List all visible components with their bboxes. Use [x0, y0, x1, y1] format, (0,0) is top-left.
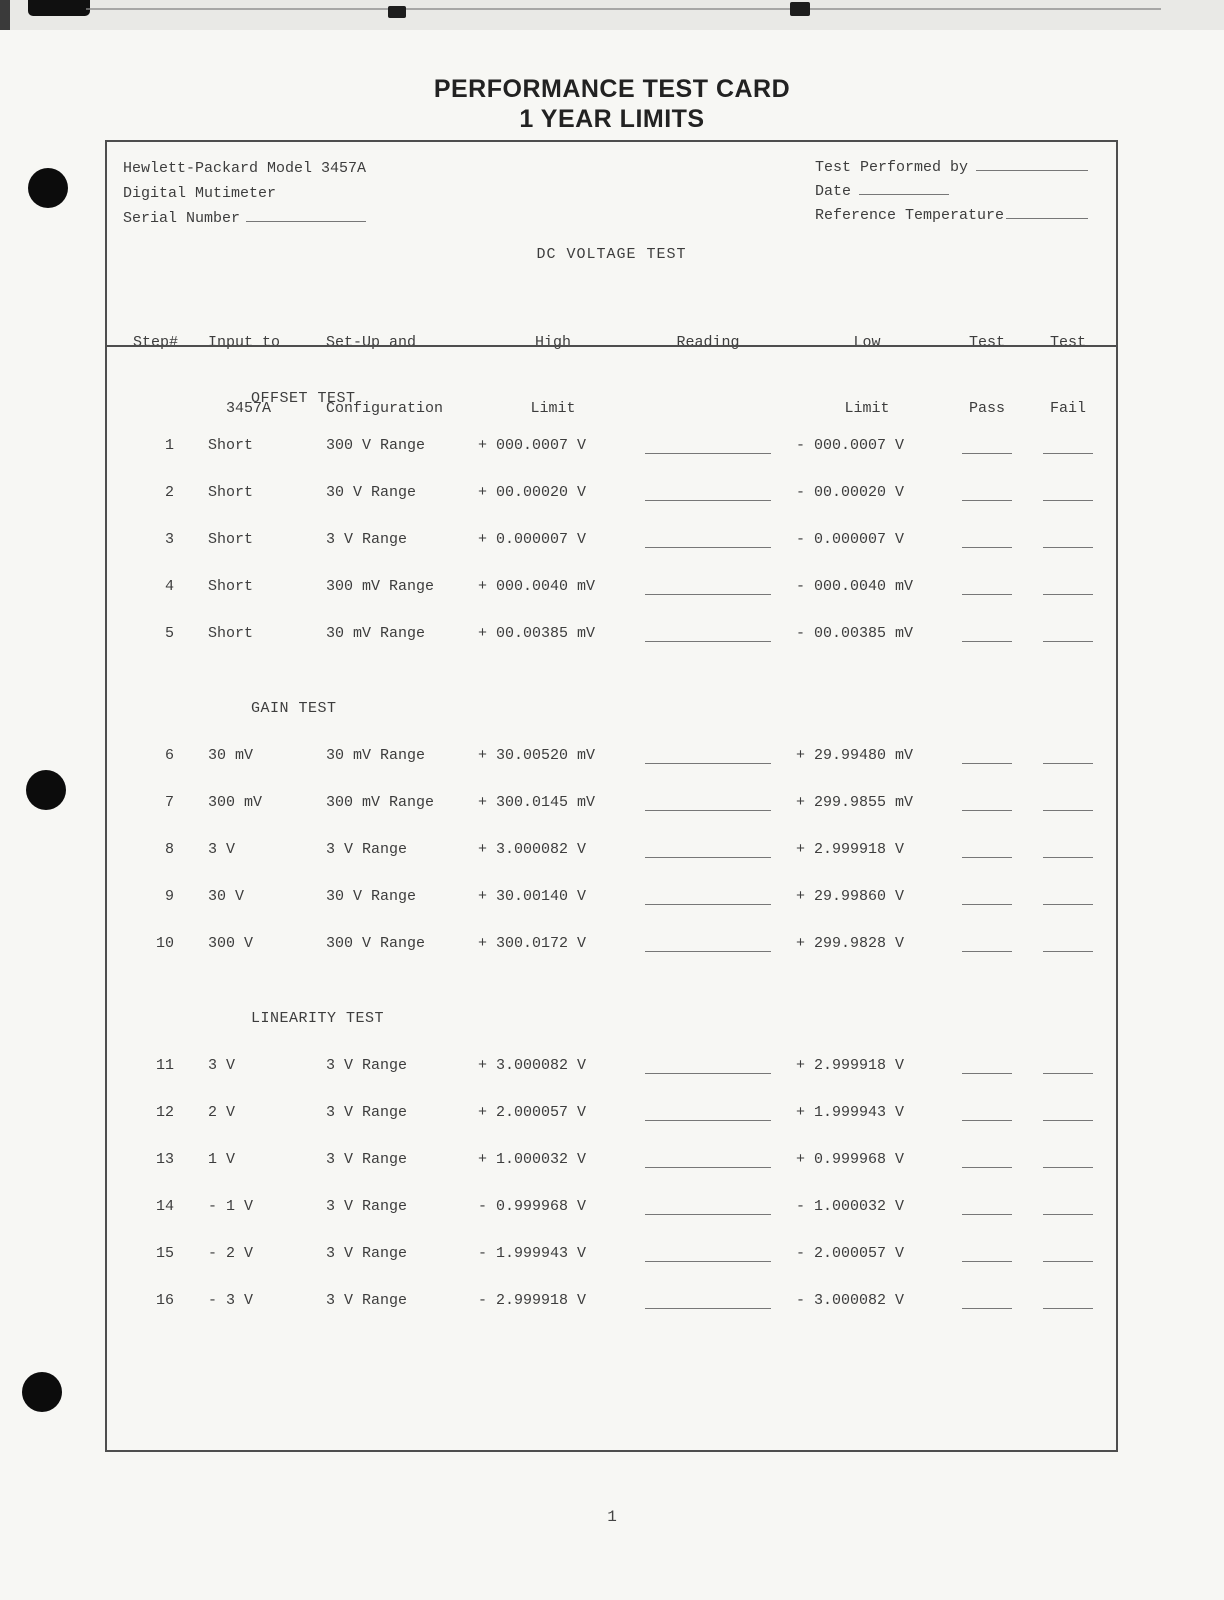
row-setup: 3 V Range	[326, 1104, 408, 1121]
row-input: Short	[208, 625, 254, 642]
row-step: 1	[164, 437, 174, 454]
row-step: 2	[164, 484, 174, 501]
scan-corner-mark	[0, 0, 10, 30]
row-step: 16	[155, 1292, 174, 1309]
row-input: 300 mV	[208, 794, 263, 811]
date-line	[815, 180, 1088, 204]
page-number: 1	[607, 1508, 617, 1526]
row-setup: 300 mV Range	[326, 794, 435, 811]
col-header-step: Step#	[133, 334, 179, 351]
row-input: Short	[208, 531, 254, 548]
row-low: + 29.99480 mV	[796, 747, 914, 764]
row-low: + 0.999968 V	[796, 1151, 905, 1168]
pass-blank	[962, 1292, 1012, 1309]
section-row	[107, 995, 1116, 1042]
table-row	[107, 732, 1116, 779]
table-row	[107, 826, 1116, 873]
row-input: 300 V	[208, 935, 254, 952]
fail-blank	[1043, 1245, 1093, 1262]
serial-number-line	[123, 206, 366, 231]
row-high: + 2.000057 V	[478, 1104, 587, 1121]
section-row	[107, 685, 1116, 732]
reading-blank	[645, 578, 771, 595]
test-admin-info	[815, 156, 1088, 228]
table-row	[107, 563, 1116, 610]
row-input: 30 mV	[208, 747, 254, 764]
row-input: 3 V	[208, 1057, 236, 1074]
row-high: - 2.999918 V	[478, 1292, 587, 1309]
row-input: Short	[208, 437, 254, 454]
row-input: 30 V	[208, 888, 245, 905]
row-setup: 30 V Range	[326, 888, 417, 905]
row-input: 3 V	[208, 841, 236, 858]
row-step: 9	[164, 888, 174, 905]
fail-blank	[1043, 437, 1093, 454]
row-low: - 3.000082 V	[796, 1292, 905, 1309]
title-line-2: 1 YEAR LIMITS	[519, 105, 705, 133]
section-row	[107, 375, 1116, 422]
performed-by-line	[815, 156, 1088, 180]
table-row	[107, 1042, 1116, 1089]
reading-blank	[645, 625, 771, 642]
row-input: - 1 V	[208, 1198, 254, 1215]
row-low: - 0.000007 V	[796, 531, 905, 548]
table-row	[107, 422, 1116, 469]
row-setup: 3 V Range	[326, 1151, 408, 1168]
fail-blank	[1043, 747, 1093, 764]
pass-blank	[962, 1151, 1012, 1168]
row-high: + 300.0145 mV	[478, 794, 596, 811]
row-setup: 300 V Range	[326, 437, 426, 454]
table-row	[107, 1277, 1116, 1324]
title-line-1: PERFORMANCE TEST CARD	[433, 75, 791, 103]
table-row	[107, 1089, 1116, 1136]
row-setup: 30 mV Range	[326, 747, 426, 764]
hole-punch	[28, 168, 68, 208]
table-row	[107, 779, 1116, 826]
ref-temp-label: Reference Temperature	[815, 207, 1005, 224]
row-setup: 30 mV Range	[326, 625, 426, 642]
row-low: + 2.999918 V	[796, 841, 905, 858]
row-high: + 30.00520 mV	[478, 747, 596, 764]
col-header-high: High Limit	[530, 334, 576, 417]
section-title: OFFSET TEST	[251, 390, 356, 407]
reading-blank	[645, 935, 771, 952]
pass-blank	[962, 841, 1012, 858]
row-step: 11	[155, 1057, 174, 1074]
device-type: Digital Mutimeter	[123, 185, 277, 202]
row-high: + 3.000082 V	[478, 841, 587, 858]
fail-blank	[1043, 888, 1093, 905]
table-row	[107, 1230, 1116, 1277]
performed-by-blank	[976, 156, 1088, 171]
fail-blank	[1043, 1198, 1093, 1215]
serial-number-label: Serial Number	[123, 210, 241, 227]
table-row	[107, 873, 1116, 920]
scan-staple-mark	[388, 6, 406, 18]
row-low: - 000.0007 V	[796, 437, 905, 454]
table-row	[107, 1183, 1116, 1230]
hole-punch	[22, 1372, 62, 1412]
pass-blank	[962, 531, 1012, 548]
fail-blank	[1043, 1292, 1093, 1309]
row-setup: 3 V Range	[326, 1245, 408, 1262]
row-setup: 3 V Range	[326, 841, 408, 858]
reading-blank	[645, 437, 771, 454]
reading-blank	[645, 841, 771, 858]
fail-blank	[1043, 1104, 1093, 1121]
row-low: - 00.00020 V	[796, 484, 905, 501]
test-section-title: DC VOLTAGE TEST	[536, 246, 687, 263]
table-row	[107, 1136, 1116, 1183]
col-header-input: Input to 3457A	[208, 334, 281, 417]
table-row	[107, 920, 1116, 967]
row-setup: 300 V Range	[326, 935, 426, 952]
pass-blank	[962, 437, 1012, 454]
pass-blank	[962, 747, 1012, 764]
row-input: - 2 V	[208, 1245, 254, 1262]
section-title: LINEARITY TEST	[251, 1010, 385, 1027]
row-step: 12	[155, 1104, 174, 1121]
row-low: + 2.999918 V	[796, 1057, 905, 1074]
scan-binding-tab	[28, 0, 90, 16]
pass-blank	[962, 578, 1012, 595]
hole-punch	[26, 770, 66, 810]
section-title: GAIN TEST	[251, 700, 337, 717]
row-setup: 3 V Range	[326, 1292, 408, 1309]
row-high: + 1.000032 V	[478, 1151, 587, 1168]
row-step: 15	[155, 1245, 174, 1262]
row-setup: 3 V Range	[326, 531, 408, 548]
reading-blank	[645, 888, 771, 905]
ref-temp-blank	[1006, 204, 1088, 219]
row-high: + 000.0040 mV	[478, 578, 596, 595]
reading-blank	[645, 1151, 771, 1168]
fail-blank	[1043, 531, 1093, 548]
pass-blank	[962, 794, 1012, 811]
row-step: 13	[155, 1151, 174, 1168]
row-setup: 3 V Range	[326, 1057, 408, 1074]
device-info	[123, 156, 366, 231]
row-step: 7	[164, 794, 174, 811]
table-row	[107, 469, 1116, 516]
row-setup: 300 mV Range	[326, 578, 435, 595]
row-high: + 30.00140 V	[478, 888, 587, 905]
device-model: Hewlett-Packard Model 3457A	[123, 160, 367, 177]
performed-by-label: Test Performed by	[815, 159, 969, 176]
date-blank	[859, 180, 949, 195]
row-step: 5	[164, 625, 174, 642]
ref-temp-line	[815, 204, 1088, 228]
table-row	[107, 610, 1116, 657]
row-setup: 3 V Range	[326, 1198, 408, 1215]
col-header-reading: Reading	[676, 334, 740, 351]
col-header-setup: Set-Up and Configuration	[326, 334, 444, 417]
col-header-pass: Test Pass	[968, 334, 1005, 417]
reading-blank	[645, 1245, 771, 1262]
serial-number-blank	[246, 207, 366, 222]
row-input: - 3 V	[208, 1292, 254, 1309]
test-rows	[107, 347, 1116, 1324]
row-high: - 1.999943 V	[478, 1245, 587, 1262]
row-low: - 1.000032 V	[796, 1198, 905, 1215]
row-high: + 00.00020 V	[478, 484, 587, 501]
row-low: + 1.999943 V	[796, 1104, 905, 1121]
pass-blank	[962, 1198, 1012, 1215]
pass-blank	[962, 888, 1012, 905]
scan-staple-mark	[790, 2, 810, 16]
pass-blank	[962, 1104, 1012, 1121]
row-setup: 30 V Range	[326, 484, 417, 501]
reading-blank	[645, 531, 771, 548]
fail-blank	[1043, 935, 1093, 952]
row-step: 4	[164, 578, 174, 595]
pass-blank	[962, 625, 1012, 642]
row-step: 3	[164, 531, 174, 548]
row-step: 6	[164, 747, 174, 764]
reading-blank	[645, 1292, 771, 1309]
reading-blank	[645, 747, 771, 764]
reading-blank	[645, 794, 771, 811]
row-input: Short	[208, 484, 254, 501]
reading-blank	[645, 1104, 771, 1121]
fail-blank	[1043, 578, 1093, 595]
reading-blank	[645, 1198, 771, 1215]
date-label: Date	[815, 183, 852, 200]
reading-blank	[645, 1057, 771, 1074]
fail-blank	[1043, 625, 1093, 642]
col-header-low: Low Limit	[844, 334, 890, 417]
row-high: + 0.000007 V	[478, 531, 587, 548]
test-card	[105, 140, 1118, 1452]
scan-top-band	[0, 0, 1224, 30]
row-step: 8	[164, 841, 174, 858]
fail-blank	[1043, 841, 1093, 858]
row-low: + 29.99860 V	[796, 888, 905, 905]
fail-blank	[1043, 484, 1093, 501]
pass-blank	[962, 484, 1012, 501]
pass-blank	[962, 1057, 1012, 1074]
row-low: + 299.9855 mV	[796, 794, 914, 811]
row-high: + 000.0007 V	[478, 437, 587, 454]
row-low: - 000.0040 mV	[796, 578, 914, 595]
row-high: + 3.000082 V	[478, 1057, 587, 1074]
row-input: 1 V	[208, 1151, 236, 1168]
row-step: 14	[155, 1198, 174, 1215]
scan-edge-line	[86, 8, 1161, 10]
row-high: - 0.999968 V	[478, 1198, 587, 1215]
document-title	[0, 74, 1224, 134]
fail-blank	[1043, 1057, 1093, 1074]
row-high: + 00.00385 mV	[478, 625, 596, 642]
row-low: + 299.9828 V	[796, 935, 905, 952]
col-header-fail: Test Fail	[1049, 334, 1086, 417]
row-input: Short	[208, 578, 254, 595]
pass-blank	[962, 935, 1012, 952]
row-high: + 300.0172 V	[478, 935, 587, 952]
row-low: - 2.000057 V	[796, 1245, 905, 1262]
table-row	[107, 516, 1116, 563]
row-input: 2 V	[208, 1104, 236, 1121]
row-low: - 00.00385 mV	[796, 625, 914, 642]
pass-blank	[962, 1245, 1012, 1262]
fail-blank	[1043, 794, 1093, 811]
fail-blank	[1043, 1151, 1093, 1168]
row-step: 10	[155, 935, 174, 952]
reading-blank	[645, 484, 771, 501]
